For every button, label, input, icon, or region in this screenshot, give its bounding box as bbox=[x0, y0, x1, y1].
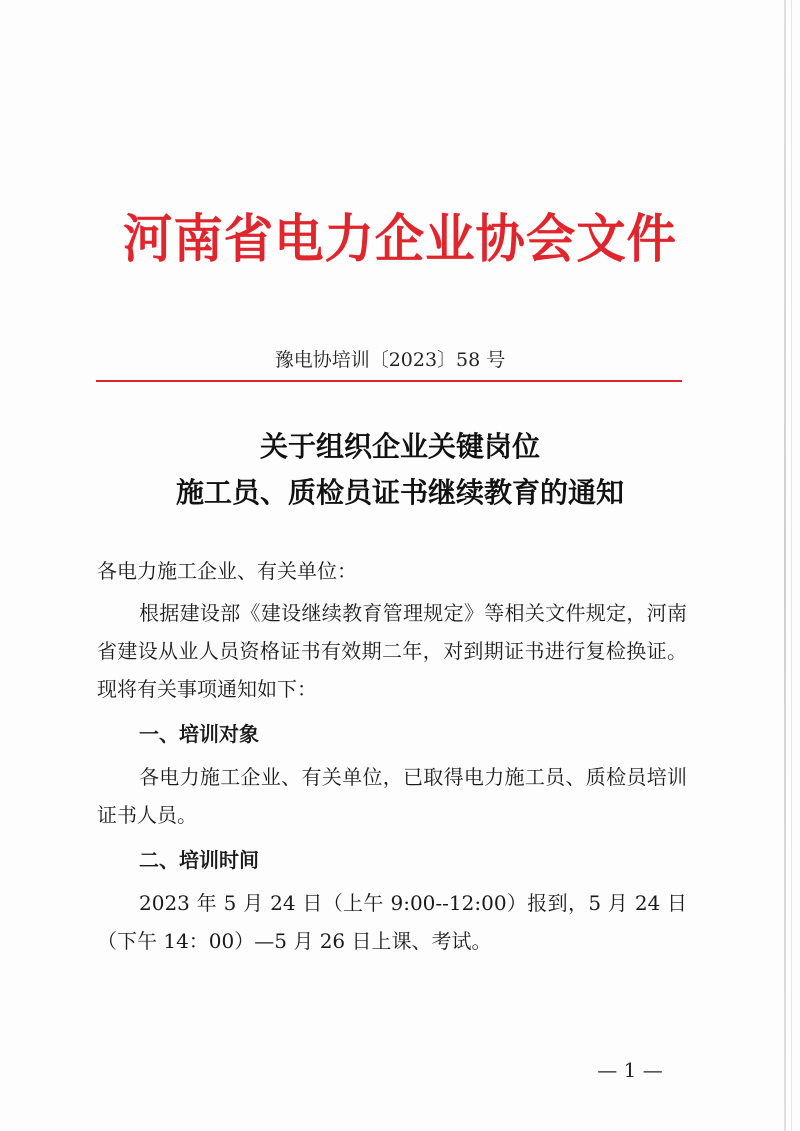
section-heading-training-target: 一、培训对象 bbox=[139, 722, 259, 746]
section-text-training-time: 2023 年 5 月 24 日（上午 9:00--12:00）报到，5 月 24 日（下午 14：00）—5 月 26 日上课、考试。 bbox=[97, 891, 687, 953]
salutation: 各电力施工企业、有关单位： bbox=[97, 559, 357, 583]
scan-edge-line bbox=[791, 0, 792, 1131]
red-divider-line bbox=[96, 380, 682, 382]
notice-title-line2: 施工员、质检员证书继续教育的通知 bbox=[175, 476, 624, 509]
notice-title bbox=[80, 424, 720, 516]
section-heading-training-time: 二、培训时间 bbox=[139, 848, 259, 872]
notice-title-line1: 关于组织企业关键岗位 bbox=[259, 430, 540, 463]
page-number: — 1 — bbox=[597, 1058, 663, 1082]
notice-body bbox=[97, 552, 687, 960]
masthead-title: 河南省电力企业协会文件 bbox=[123, 209, 677, 270]
scan-edge-shadow bbox=[784, 0, 786, 1131]
section-text-training-target: 各电力施工企业、有关单位，已取得电力施工员、质检员培训证书人员。 bbox=[97, 765, 687, 827]
document-number: 豫电协培训〔2023〕58 号 bbox=[274, 349, 506, 371]
intro-paragraph: 根据建设部《建设继续教育管理规定》等相关文件规定，河南省建设从业人员资格证书有效期二年，对到期证书进行复检换证。现将有关事项通知如下： bbox=[97, 601, 687, 701]
